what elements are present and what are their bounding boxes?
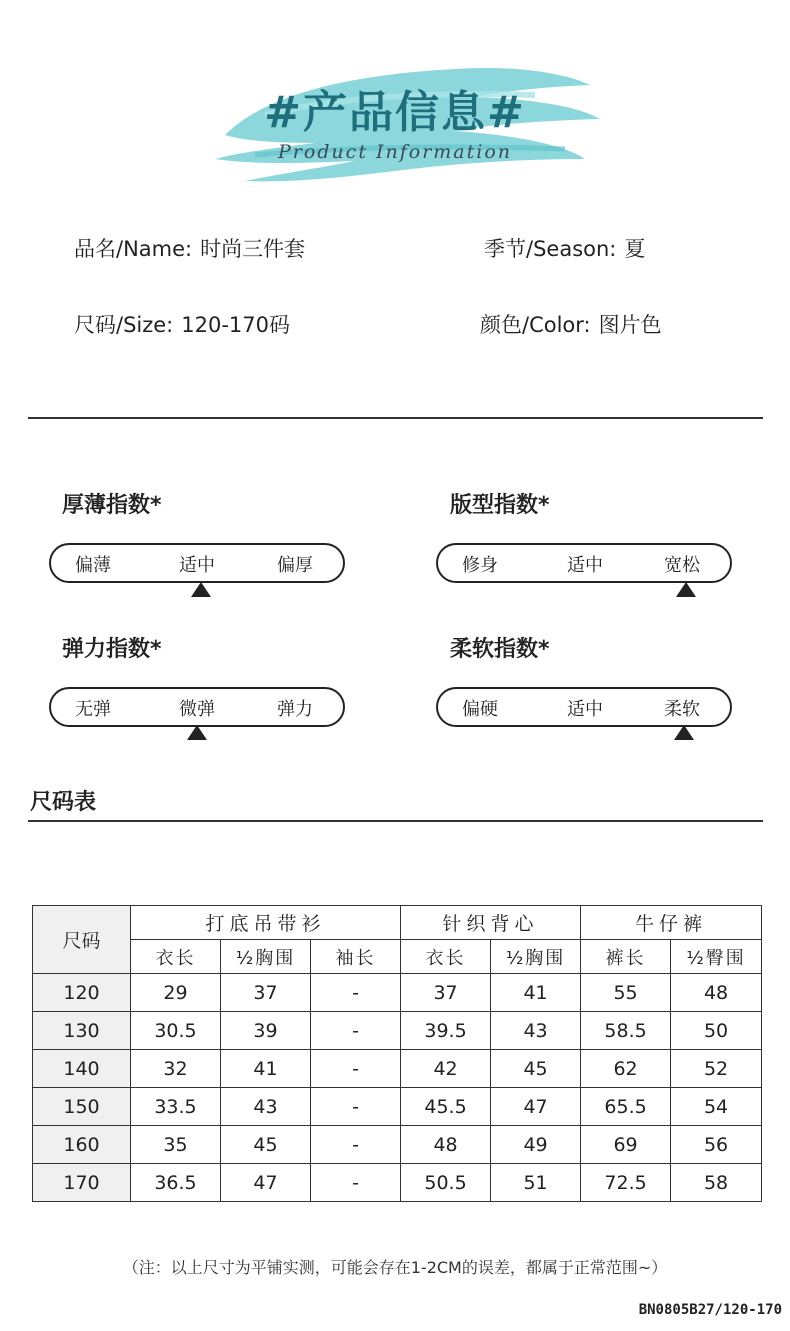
softness-option-3: 柔软 (664, 699, 700, 720)
table-row (33, 1050, 762, 1088)
subheader-half-chest: ½胸围 (221, 940, 311, 974)
measurement-cell: - (311, 1050, 401, 1088)
group-header-vest: 针织背心 (401, 906, 581, 940)
elasticity-index-title: 弹力指数* (62, 637, 162, 662)
thickness-option-1: 偏薄 (75, 555, 111, 576)
size-table (32, 905, 762, 1202)
measurement-note: （注：以上尺寸为平铺实测，可能会存在1-2CM的误差，都属于正常范围~） (122, 1258, 668, 1277)
info-name-value: 时尚三件套 (200, 237, 306, 261)
fit-indicator-icon (676, 582, 696, 597)
measurement-cell: 36.5 (131, 1164, 221, 1202)
thickness-index-title: 厚薄指数* (62, 493, 162, 518)
measurement-cell: 69 (581, 1126, 671, 1164)
measurement-cell: 37 (221, 974, 311, 1012)
measurement-cell: 51 (491, 1164, 581, 1202)
table-row (33, 974, 762, 1012)
info-season-value: 夏 (624, 237, 646, 261)
size-cell: 130 (33, 1012, 131, 1050)
measurement-cell: 47 (221, 1164, 311, 1202)
size-cell: 120 (33, 974, 131, 1012)
measurement-cell: 32 (131, 1050, 221, 1088)
measurement-cell: 35 (131, 1126, 221, 1164)
info-color-label: 颜色/Color: (480, 313, 591, 337)
measurement-cell: - (311, 1164, 401, 1202)
measurement-cell: 47 (491, 1088, 581, 1126)
subheader-half-chest: ½胸围 (491, 940, 581, 974)
subheader-pants-length: 裤长 (581, 940, 671, 974)
subheader-length: 衣长 (401, 940, 491, 974)
measurement-cell: 50 (671, 1012, 762, 1050)
softness-index-title: 柔软指数* (450, 637, 550, 662)
table-row (33, 1126, 762, 1164)
softness-option-1: 偏硬 (462, 699, 498, 720)
fit-index-scale (436, 543, 732, 583)
info-season-label: 季节/Season: (484, 237, 617, 261)
measurement-cell: 58.5 (581, 1012, 671, 1050)
measurement-cell: 58 (671, 1164, 762, 1202)
fit-option-3: 宽松 (664, 555, 700, 576)
thickness-indicator-icon (191, 582, 211, 597)
elasticity-indicator-icon (187, 725, 207, 740)
subheader-length: 衣长 (131, 940, 221, 974)
size-chart-title: 尺码表 (30, 790, 97, 815)
info-color (480, 309, 662, 339)
divider-top (28, 417, 763, 419)
measurement-cell: 48 (671, 974, 762, 1012)
measurement-cell: 39 (221, 1012, 311, 1050)
measurement-cell: 49 (491, 1126, 581, 1164)
thickness-option-3: 偏厚 (277, 555, 313, 576)
info-size-value: 120-170码 (181, 313, 291, 337)
measurement-cell: 45.5 (401, 1088, 491, 1126)
measurement-cell: 42 (401, 1050, 491, 1088)
measurement-cell: - (311, 1088, 401, 1126)
measurement-cell: 48 (401, 1126, 491, 1164)
measurement-cell: - (311, 974, 401, 1012)
elasticity-index-scale (49, 687, 345, 727)
info-name (74, 233, 305, 263)
measurement-cell: 37 (401, 974, 491, 1012)
fit-option-1: 修身 (462, 555, 498, 576)
page-subtitle: Product Information (277, 141, 513, 163)
measurement-cell: 29 (131, 974, 221, 1012)
thickness-index-scale (49, 543, 345, 583)
measurement-cell: 54 (671, 1088, 762, 1126)
info-color-value: 图片色 (598, 313, 662, 337)
measurement-cell: - (311, 1012, 401, 1050)
subheader-sleeve: 袖长 (311, 940, 401, 974)
measurement-cell: 43 (491, 1012, 581, 1050)
measurement-cell: 41 (221, 1050, 311, 1088)
group-header-jeans: 牛仔裤 (581, 906, 762, 940)
table-row (33, 1164, 762, 1202)
measurement-cell: 56 (671, 1126, 762, 1164)
softness-indicator-icon (674, 725, 694, 740)
softness-index-scale (436, 687, 732, 727)
measurement-cell: 30.5 (131, 1012, 221, 1050)
measurement-cell: 41 (491, 974, 581, 1012)
size-cell: 170 (33, 1164, 131, 1202)
divider-size-chart (28, 820, 763, 822)
measurement-cell: 39.5 (401, 1012, 491, 1050)
size-cell: 140 (33, 1050, 131, 1088)
info-size (74, 309, 290, 339)
fit-option-2: 适中 (567, 555, 603, 576)
measurement-cell: 45 (491, 1050, 581, 1088)
measurement-cell: 55 (581, 974, 671, 1012)
measurement-cell: 72.5 (581, 1164, 671, 1202)
subheader-half-hip: ½臀围 (671, 940, 762, 974)
size-cell: 160 (33, 1126, 131, 1164)
product-code: BN0805B27/120-170 (638, 1302, 782, 1318)
info-name-label: 品名/Name: (74, 237, 193, 261)
measurement-cell: 43 (221, 1088, 311, 1126)
size-column-header: 尺码 (33, 906, 131, 974)
measurement-cell: - (311, 1126, 401, 1164)
measurement-cell: 50.5 (401, 1164, 491, 1202)
softness-option-2: 适中 (567, 699, 603, 720)
thickness-option-2: 适中 (179, 555, 215, 576)
info-size-label: 尺码/Size: (74, 313, 174, 337)
fit-index-title: 版型指数* (450, 493, 550, 518)
elasticity-option-2: 微弹 (179, 699, 215, 720)
measurement-cell: 52 (671, 1050, 762, 1088)
table-row (33, 1088, 762, 1126)
measurement-cell: 62 (581, 1050, 671, 1088)
info-season (484, 233, 645, 263)
elasticity-option-3: 弹力 (277, 699, 313, 720)
page-title: #产品信息# (264, 87, 526, 138)
size-cell: 150 (33, 1088, 131, 1126)
table-row (33, 1012, 762, 1050)
group-header-camisole: 打底吊带衫 (131, 906, 401, 940)
measurement-cell: 65.5 (581, 1088, 671, 1126)
measurement-cell: 33.5 (131, 1088, 221, 1126)
measurement-cell: 45 (221, 1126, 311, 1164)
elasticity-option-1: 无弹 (75, 699, 111, 720)
